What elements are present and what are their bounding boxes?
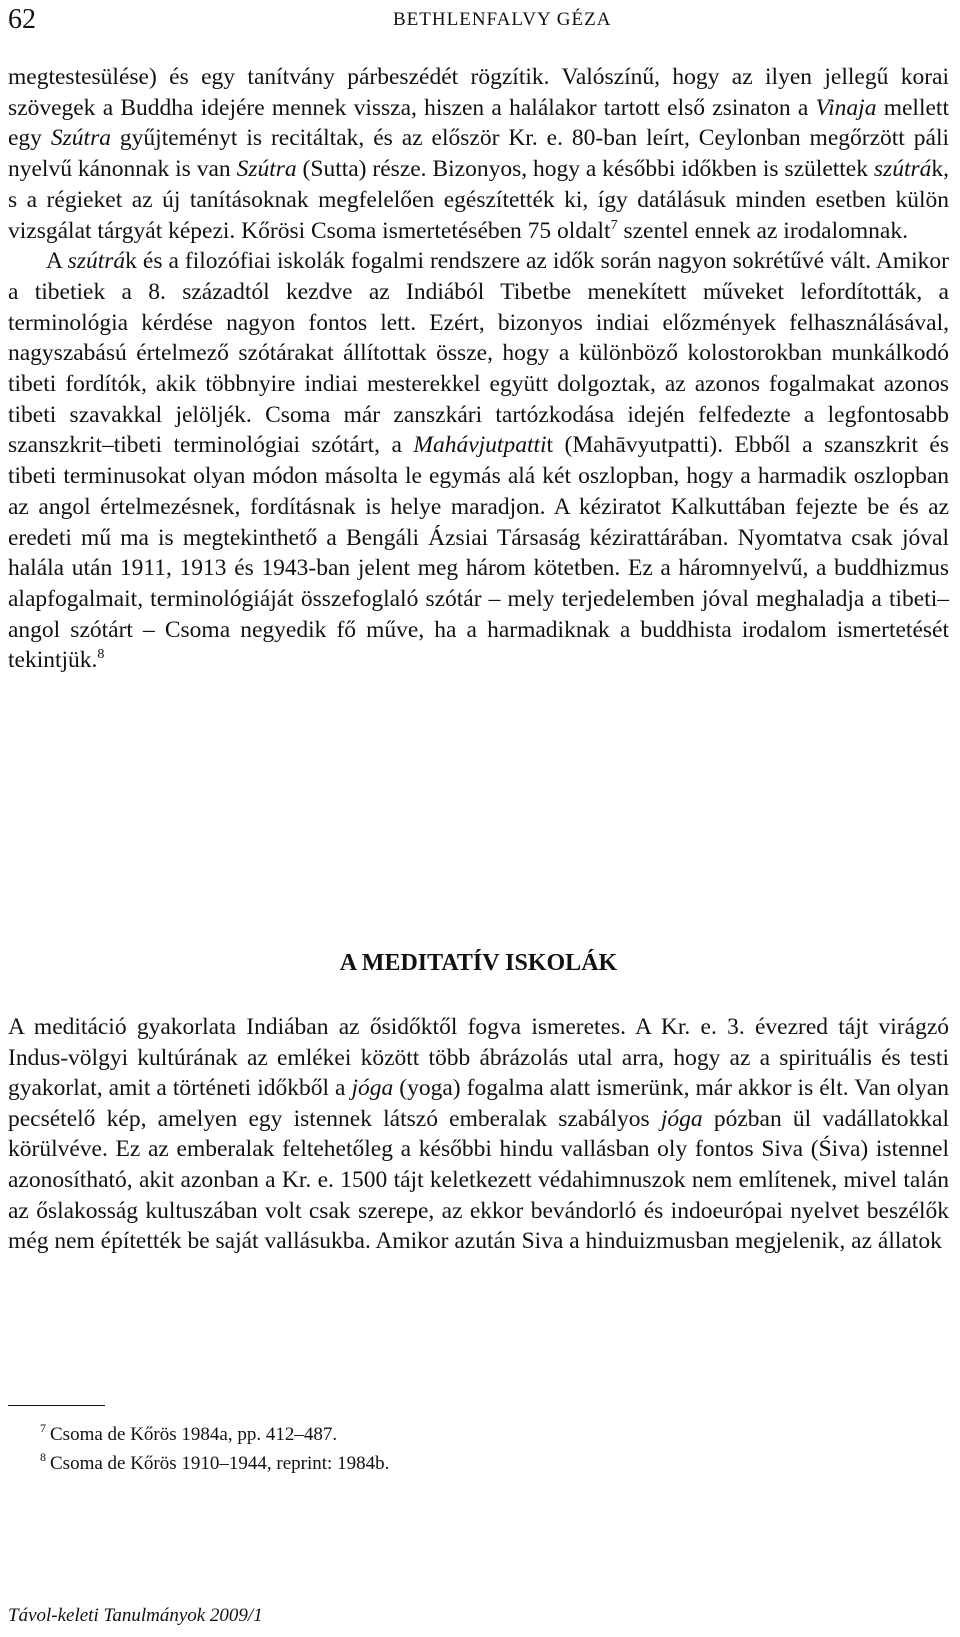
journal-footer: Távol-keleti Tanulmányok 2009/1 bbox=[8, 1605, 263, 1626]
footnote-ref-8: 8 bbox=[97, 647, 105, 663]
section-heading: A MEDITATÍV ISKOLÁK bbox=[339, 950, 618, 976]
running-head: BETHLENFALVY GÉZA bbox=[393, 9, 612, 30]
footnote-8: $^8$ Csoma de Kőrös 1910–1944, reprint: 1984b. bbox=[40, 1450, 390, 1474]
footnotes bbox=[40, 1420, 389, 1478]
page-header bbox=[8, 0, 952, 40]
page-number: 62 bbox=[8, 4, 36, 35]
paragraph-2: A szútrák és a filozófiai iskolák fogalmi rendszere az idők során nagyon sokrétűvé vált. Amikor a tibetiek a 8. századtól kezdve az Indiából Tibetbe menekített műveket lefordították, a terminológia kérdése nagyon fontos lett. Ezért, bizonyos indiai előzmények felhasználásával, nagyszabású értelmező szótárakat állítottak össze, hogy a különböző kolostorokban munkálkodó tibeti fordítók, akik többnyire indiai mesterekkel együtt dolgoztak, az azonos fogalmakat azonos tibeti szavakkal jelöljék. Csoma már zanszkári tartózkodása idején felfedezte a legfontosabb szanszkrit–tibeti terminológiai szótárt, a Mahávjutpattit (Mahāvyutpatti). Ebből a szanszkrit és tibeti terminusokat olyan módon másolta le egymás alá két oszlopban, hogy a harmadik oszlopban az angol értelmezésnek, fordításnak is helye maradjon. A kéziratot Kalkuttában fejezte be és az eredeti mű ma is megtekinthető a Bengáli Ázsiai Társaság kézirattárában. Nyomtatva csak jóval halála után 1911, 1913 és 1943-ban jelent meg három kötetben. Ez a háromnyelvű, a buddhizmus alapfogalmait, terminológiáját összefoglaló szótár – mely terjedelemben jóval meghaladja a tibeti–angol szótárt – Csoma negyedik fő műve, ha a harmadiknak a buddhista irodalom ismertetését tekintjük.$^8$ bbox=[8, 248, 949, 674]
footnote-divider bbox=[8, 1405, 105, 1406]
section-text bbox=[8, 1012, 949, 1257]
body-text bbox=[8, 62, 949, 676]
section-paragraph: A meditáció gyakorlata Indiában az ősidőktől fogva ismeretes. A Kr. e. 3. évezred tájt virágzó Indus-völgyi kultúrának az emlékei között több ábrázolás utal arra, hogy az a spirituális és testi gyakorlat, amit a történeti időkből a jóga (yoga) fogalma alatt ismerünk, már akkor is élt. Van olyan pecsételő kép, amelyen egy istennek látszó emberalak szabályos jóga pózban ül vadállatokkal körülvéve. Ez az emberalak feltehetőleg a későbbi hindu vallásban oly fontos Siva (Śiva) istennel azonosítható, akit azonban a Kr. e. 1500 tájt keletkezett védahimnuszok nem említenek, mivel talán az őslakosság kultuszában volt csak szerepe, az ekkor bevándorló és indoeurópai nyelvet beszélők még nem építették be saját vallásukba. Amikor azután Siva a hinduizmusban megjelenik, az állatok bbox=[8, 1014, 950, 1255]
footnote-7: $^7$ Csoma de Kőrös 1984a, pp. 412–487. bbox=[40, 1421, 338, 1445]
footnote-ref-7: 7 bbox=[610, 217, 618, 233]
paragraph-1: megtestesülése) és egy tanítvány párbeszédét rögzítik. Valószínű, hogy az ilyen jellegű korai szövegek a Buddha idejére mennek vissza, hiszen a halálakor tartott első zsinaton a Vinaja mellett egy Szútra gyűjteményt is recitáltak, és az először Kr. e. 80-ban leírt, Ceylonban megőrzött páli nyelvű kánonnak is van Szútra (Sutta) része. Bizonyos, hogy a későbbi időkben is születtek szútrák, s a régieket az új tanításoknak megfelelően egészítették ki, így datálásuk minden esetben külön vizsgálat tárgyát képezi. Kőrösi Csoma ismertetésében 75 oldalt$^7$ szentel ennek az irodalomnak. bbox=[8, 64, 950, 244]
